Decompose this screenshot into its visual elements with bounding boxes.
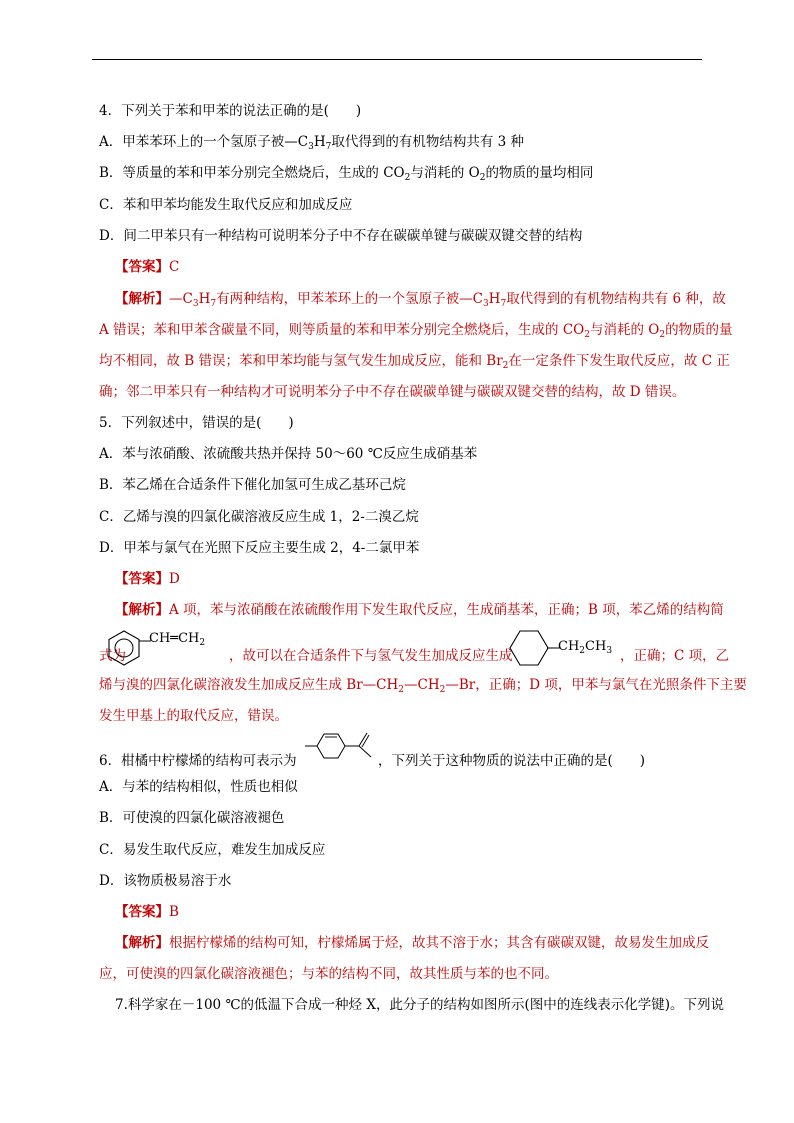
ethylcyclohexane-label: $CH_2CH_3$ (558, 639, 613, 656)
limonene-structure (303, 728, 379, 764)
q6-analysis-line-1: 【解析】根据柠檬烯的结构可知，柠檬烯属于烃，故其不溶于水；其含有碳碳双键，故易发生加成反 (115, 935, 709, 951)
q6-option-a: A．与苯的结构相似，性质也相似 (99, 779, 298, 795)
q5-answer: 【答案】D (115, 571, 180, 587)
q5-option-a: A．苯与浓硝酸、浓硫酸共热并保持 50～60 ℃反应生成硝基苯 (99, 446, 478, 462)
q4-option-c: C．苯和甲苯均能发生取代反应和加成反应 (99, 197, 353, 213)
ethylcyclohexane-ring (508, 628, 552, 668)
q5-stem: 5．下列叙述中，错误的是( ) (99, 415, 294, 431)
q5-analysis-line-2c: ，正确；C 项，乙 (620, 648, 730, 664)
q5-analysis-line-1: 【解析】A 项，苯与浓硝酸在浓硫酸作用下发生取代反应，生成硝基苯，正确；B 项，苯乙烯的结构简 (115, 602, 724, 618)
q6-analysis-line-2: 应，可使溴的四氯化碳溶液褪色；与苯的结构不同，故其性质与苯的也不同。 (99, 966, 558, 982)
q6-stem-b: ，下列关于这种物质的说法中正确的是( ) (378, 753, 646, 769)
q4-answer: 【答案】C (115, 259, 180, 275)
q5-analysis-line-2a: 式为 (99, 648, 126, 664)
q5-analysis-line-2b: ，故可以在合适条件下与氢气发生加成反应生成 (229, 648, 513, 664)
q4-option-d: D．间二甲苯只有一种结构可说明苯分子中不存在碳碳单键与碳碳双键交替的结构 (99, 228, 583, 244)
q4-stem: 4．下列关于苯和甲苯的说法正确的是( ) (99, 103, 362, 119)
q6-option-c: C．易发生取代反应，难发生加成反应 (99, 842, 326, 858)
q6-option-d: D．该物质极易溶于水 (99, 873, 232, 889)
q5-option-d: D．甲苯与氯气在光照下反应主要生成 2，4-二氯甲苯 (99, 540, 420, 556)
q5-analysis-line-4: 发生甲基上的取代反应，错误。 (99, 708, 288, 724)
q4-option-a: A．甲苯苯环上的一个氢原子被$—C_3H_7$取代得到的有机物结构共有 3 种 (99, 134, 525, 152)
q4-analysis-line-3: 均不相同，故 B 错误；苯和甲苯均能与氢气发生加成反应，能和 $Br_2$在一定条件下发生取代反应，故 C 正 (99, 353, 730, 371)
q5-analysis-line-3: 烯与溴的四氯化碳溶液发生加成反应生成 $Br—CH_2—CH_2—Br$，正确；D 项，甲苯与氯气在光照条件下主要 (99, 677, 747, 695)
styrene-benzene-ring (104, 628, 144, 668)
q4-analysis-line-2: A 错误；苯和甲苯含碳量不同，则等质量的苯和甲苯分别完全燃烧后，生成的 $CO_2$与消耗的 $O_2$的物质的量 (99, 322, 733, 340)
q4-analysis-line-4: 确；邻二甲苯只有一种结构才可说明苯分子中不存在碳碳单键与碳碳双键交替的结构，故 D 错误。 (99, 384, 686, 400)
styrene-label: $CH═CH_2$ (149, 631, 206, 648)
q6-answer: 【答案】B (115, 904, 179, 920)
q6-stem-a: 6．柑橘中柠檬烯的结构可表示为 (99, 753, 297, 769)
header-rule (92, 59, 702, 60)
q4-analysis-line-1: 【解析】$—C_3H_7$有两种结构，甲苯苯环上的一个氢原子被$—C_3H_7$取代得到的有机物结构共有 6 种，故 (115, 291, 726, 309)
q7-stem: 7.科学家在－100 ℃的低温下合成一种烃 X，此分子的结构如图所示(图中的连线表示化学键)。下列说 (115, 997, 724, 1013)
q4-option-b: B．等质量的苯和甲苯分别完全燃烧后，生成的 $CO_2$与消耗的 $O_2$的物质的量均相同 (99, 165, 594, 183)
q5-option-c: C．乙烯与溴的四氯化碳溶液反应生成 1，2-二溴乙烷 (99, 509, 419, 525)
q6-option-b: B．可使溴的四氯化碳溶液褪色 (99, 810, 285, 826)
q5-option-b: B．苯乙烯在合适条件下催化加氢可生成乙基环己烷 (99, 477, 406, 493)
